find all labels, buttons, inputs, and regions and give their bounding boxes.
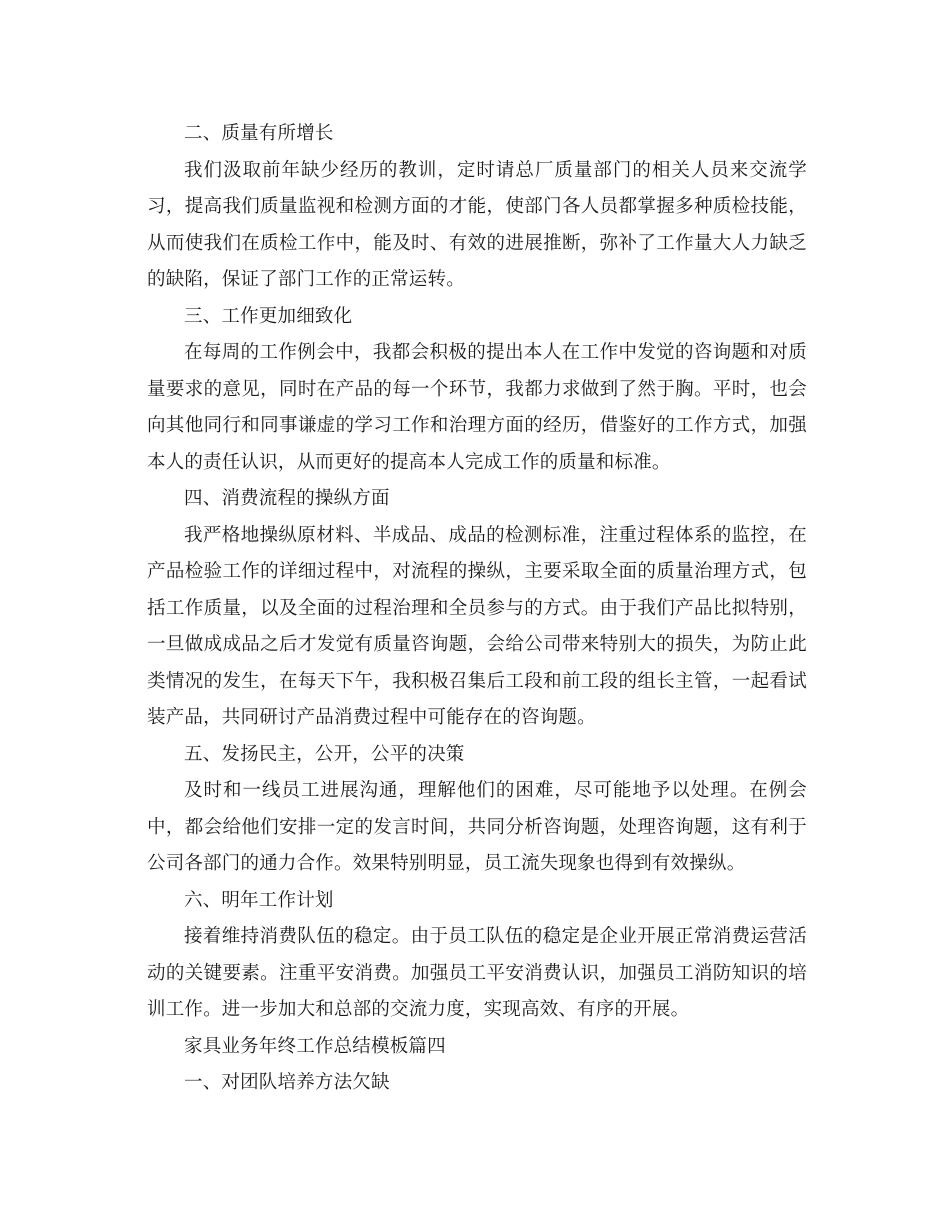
section-heading-democracy: 五、发扬民主，公开，公平的决策: [184, 743, 465, 765]
document-body: [147, 116, 807, 1102]
template-title: 家具业务年终工作总结模板篇四: [184, 1035, 446, 1057]
section-heading-process: 四、消费流程的操纵方面: [184, 488, 390, 509]
paragraph-quality: 我们汲取前年缺少经历的教训，定时请总厂质量部门的相关人员来交流学习，提高我们质量监视和检测方面的才能，使部门各人员都掌握多种质检技能，从而使我们在质检工作中，能及时、有效的进展推断，弥补了工作量大人力缺乏的缺陷，保证了部门工作的正常运转。: [147, 159, 807, 290]
section-heading-plan: 六、明年工作计划: [184, 889, 334, 911]
paragraph-detail: 在每周的工作例会中，我都会积极的提出本人在工作中发觉的咨询题和对质量要求的意见，同时在产品的每一个环节，我都力求做到了然于胸。平时，也会向其他同行和同事谦虚的学习工作和治理方面的经历，借鉴好的工作方式，加强本人的责任认识，从而更好的提高本人完成工作的质量和标准。: [147, 342, 807, 473]
section-heading-detail: 三、工作更加细致化: [184, 305, 353, 327]
section-heading-team: 一、对团队培养方法欠缺: [184, 1072, 390, 1093]
paragraph-plan: 接着维持消费队伍的稳定。由于员工队伍的稳定是企业开展正常消费运营活动的关键要素。注重平安消费。加强员工平安消费认识，加强员工消防知识的培训工作。进一步加大和总部的交流力度，实现高效、有序的开展。: [147, 926, 807, 1020]
section-heading-quality: 二、质量有所增长: [184, 123, 334, 144]
paragraph-democracy: 及时和一线员工进展沟通，理解他们的困难，尽可能地予以处理。在例会中，都会给他们安排一定的发言时间，共同分析咨询题，处理咨询题，这有利于公司各部门的通力合作。效果特别明显，员工流失现象也得到有效操纵。: [147, 780, 807, 874]
paragraph-process: 我严格地操纵原材料、半成品、成品的检测标准，注重过程体系的监控，在产品检验工作的详细过程中，对流程的操纵，主要采取全面的质量治理方式，包括工作质量，以及全面的过程治理和全员参与的方式。由于我们产品比拟特别，一旦做成成品之后才发觉有质量咨询题，会给公司带来特别大的损失，为防止此类情况的发生，在每天下午，我积极召集后工段和前工段的组长主管，一起看试装产品，共同研讨产品消费过程中可能存在的咨询题。: [147, 524, 807, 728]
